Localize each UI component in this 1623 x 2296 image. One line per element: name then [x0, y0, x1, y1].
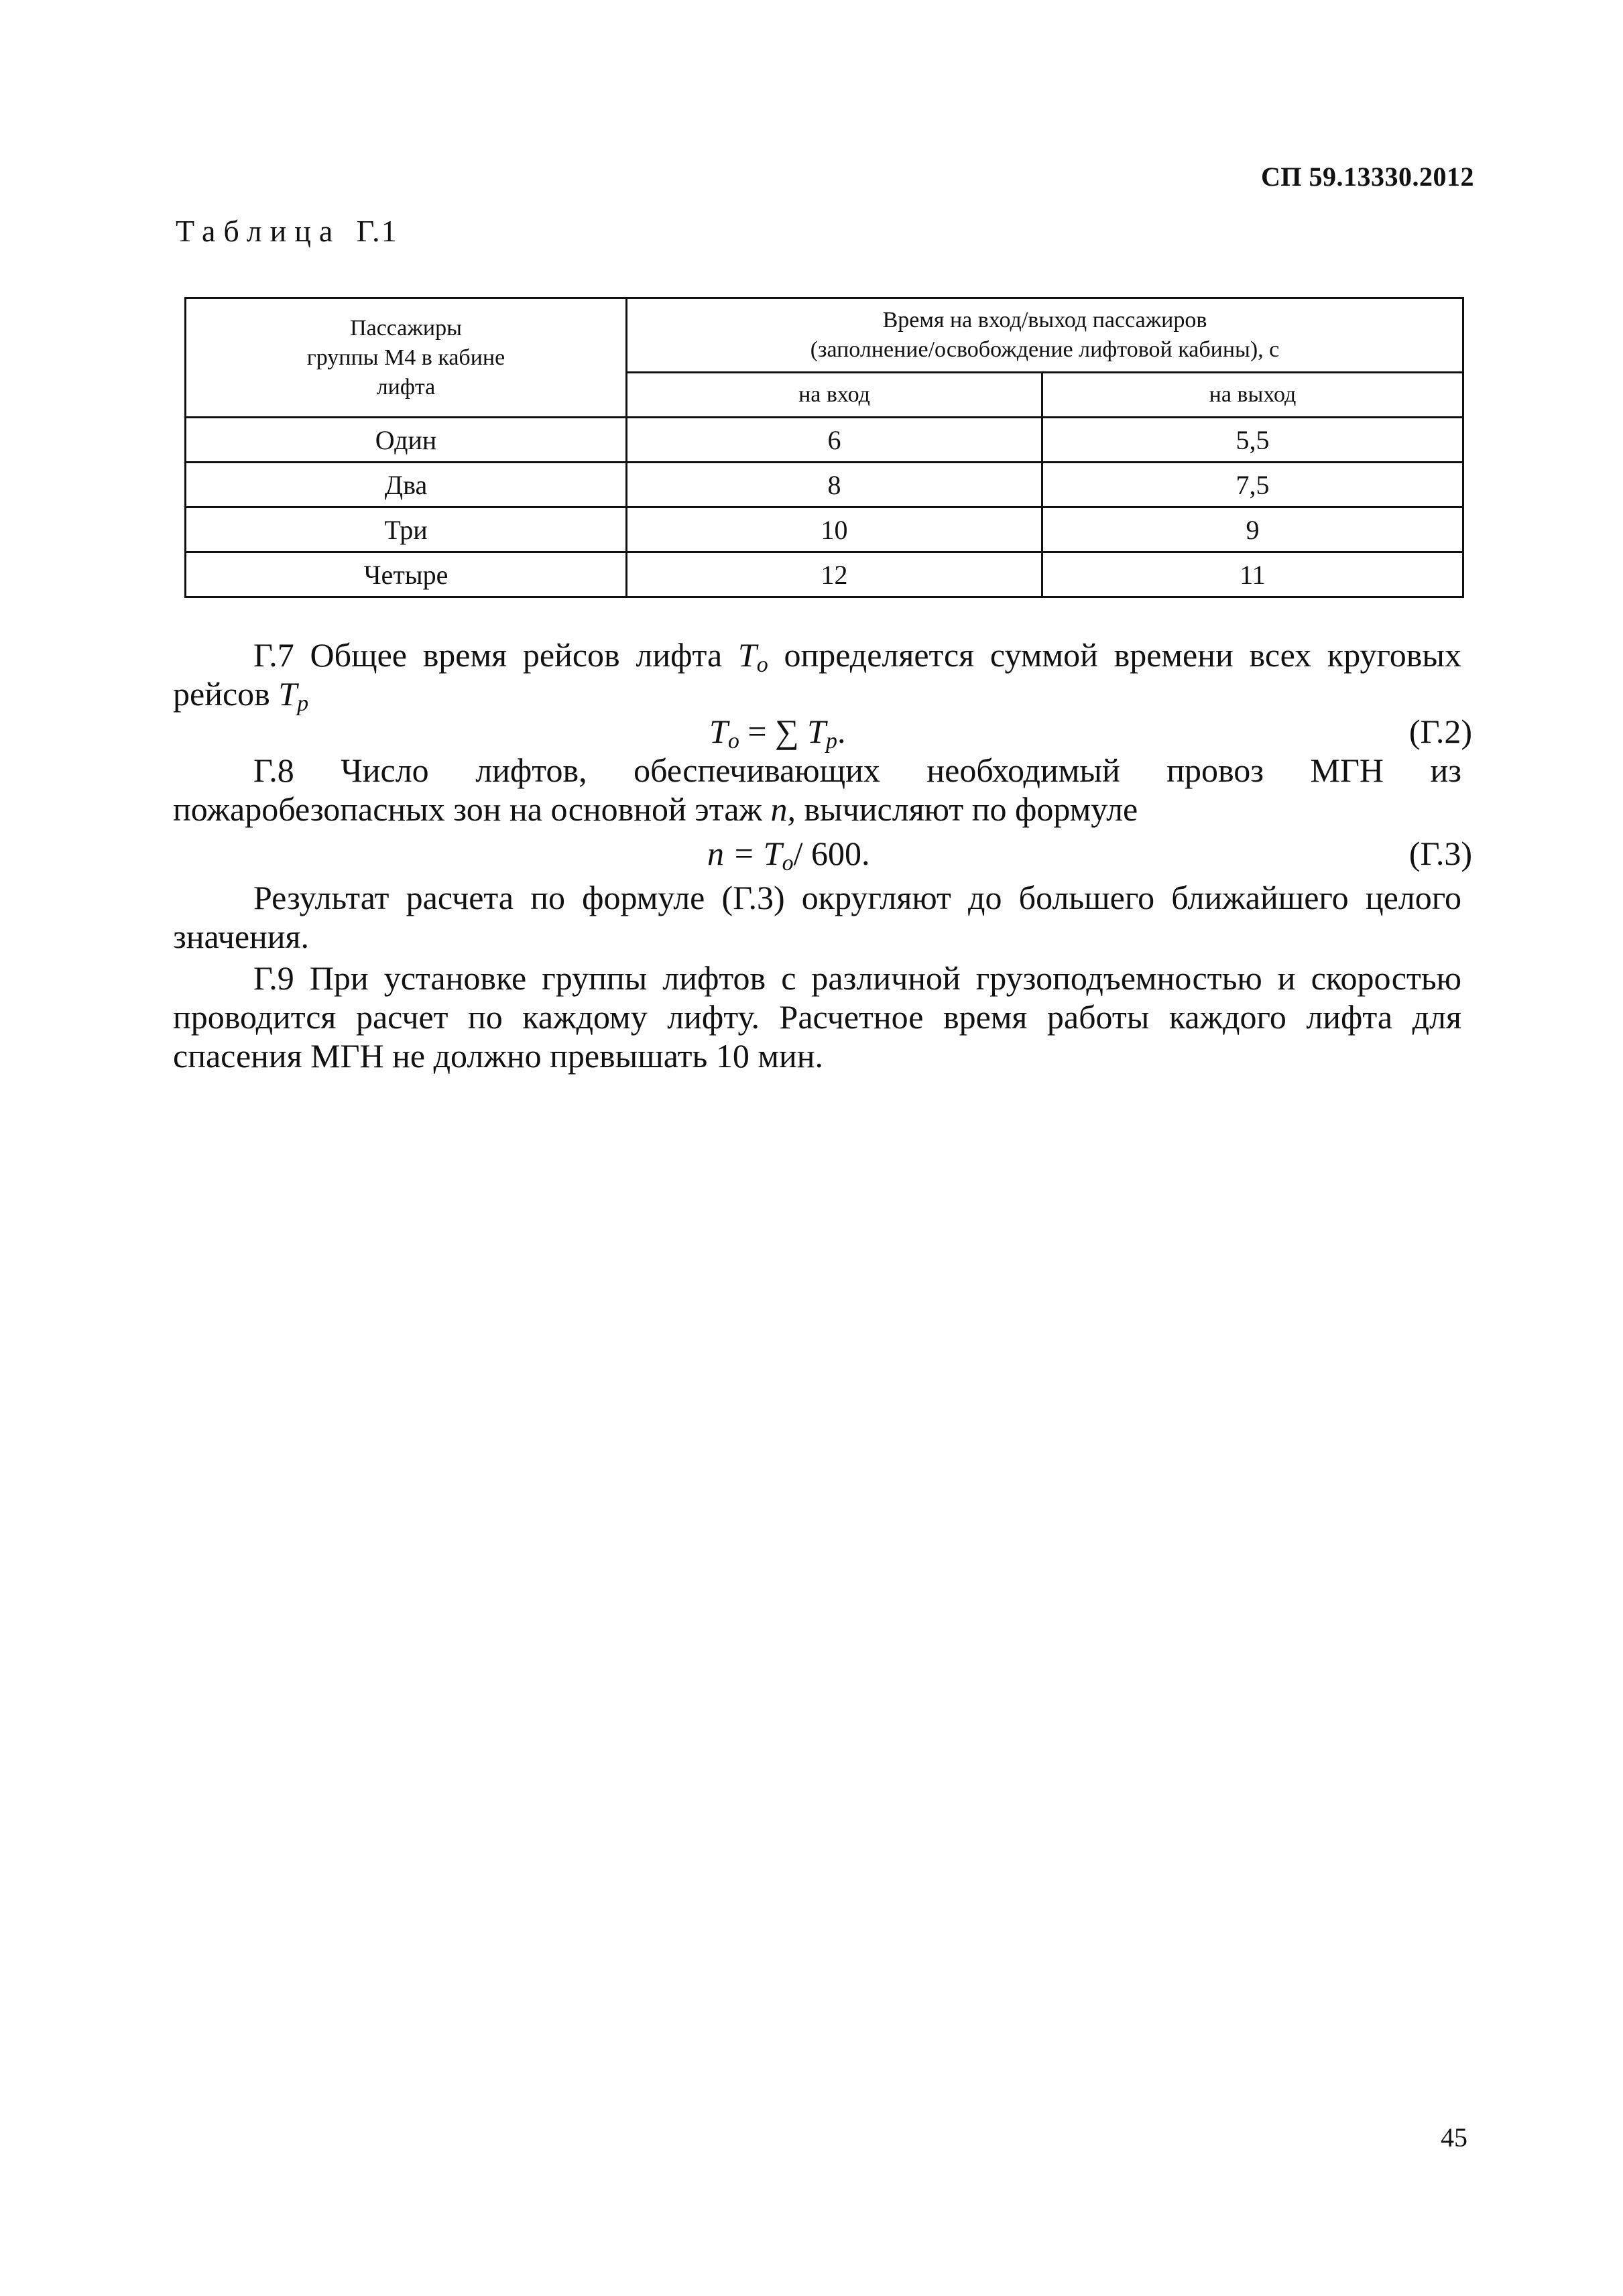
paragraph-result-line1: Результат расчета по формуле (Г.3) округляют до большего ближайшего целого [253, 879, 1461, 916]
text-run: определяется суммой времени всех круговых [784, 636, 1461, 674]
passengers-header-line: Пассажиры [350, 315, 462, 341]
formula-lhs: n = [707, 835, 756, 872]
equals-sign: = [747, 713, 767, 750]
entry-cell: 10 [627, 507, 1042, 552]
paragraph-g9-line2: проводится расчет по каждому лифту. Расчетное время работы каждого лифта для [173, 998, 1461, 1036]
variable: T [807, 713, 826, 750]
exit-cell: 11 [1042, 552, 1463, 597]
subscript: о [782, 851, 794, 875]
passengers-column-header [186, 298, 627, 418]
equation-number-g2: (Г.2) [1408, 713, 1472, 750]
equation-number-g3: (Г.3) [1408, 835, 1472, 872]
time-group-header [627, 298, 1463, 373]
word: Число [341, 751, 429, 789]
passengers-cell: Один [186, 418, 627, 463]
paragraph-g7-line1 [173, 636, 1461, 677]
exit-cell: 9 [1042, 507, 1463, 552]
entry-cell: 6 [627, 418, 1042, 463]
paragraph-g8-line2 [173, 790, 1461, 829]
text-run: рейсов [173, 675, 270, 713]
word: Г.8 [253, 751, 294, 789]
entry-cell: 12 [627, 552, 1042, 597]
formula-g2: $T_о$ = ∑ $T_р$. [709, 713, 846, 753]
passenger-time-table [184, 297, 1464, 598]
entry-cell: 8 [627, 463, 1042, 507]
passengers-cell: Три [186, 507, 627, 552]
entry-column-header: на вход [627, 373, 1042, 418]
word: провоз [1166, 751, 1264, 789]
table-caption-number: Г.1 [356, 214, 398, 248]
word: обеспечивающих [634, 751, 880, 789]
passengers-cell: Два [186, 463, 627, 507]
table-caption [176, 213, 398, 249]
word: МГН [1310, 751, 1384, 789]
text-run: пожаробезопасных зон на основной этаж [173, 790, 762, 828]
sum-symbol: ∑ [775, 713, 799, 750]
subscript: о [727, 729, 739, 753]
subscript: р [297, 691, 309, 716]
table-caption-word: Таблица [176, 214, 341, 248]
variable: T [278, 675, 298, 713]
formula-rhs: / 600. [793, 835, 870, 872]
word: из [1430, 751, 1461, 789]
formula-g3 [707, 834, 869, 873]
time-group-header-line: (заполнение/освобождение лифтовой кабины), с [810, 337, 1280, 362]
exit-column-header: на выход [1042, 373, 1463, 418]
subscript: о [756, 652, 768, 677]
variable: n, [770, 790, 796, 828]
passengers-header-line: группы М4 в кабине [306, 345, 505, 370]
table-row [186, 463, 1463, 507]
variable: T [737, 636, 757, 674]
word: необходимый [926, 751, 1120, 789]
text-run: вычисляют по формуле [804, 790, 1138, 828]
passengers-header-line: лифта [376, 374, 436, 400]
page-number: 45 [1441, 2122, 1467, 2153]
paragraph-g9-line1: Г.9 При установке группы лифтов с различной грузоподъемностью и скоростью [253, 959, 1461, 997]
table-row [186, 552, 1463, 597]
word: лифтов, [475, 751, 587, 789]
text-run: Г.7 Общее время рейсов лифта [253, 636, 723, 674]
time-group-header-line: Время на вход/выход пассажиров [882, 308, 1207, 333]
paragraph-result-line2: значения. [173, 918, 310, 955]
variable: T [763, 835, 782, 872]
exit-cell: 5,5 [1042, 418, 1463, 463]
paragraph-g9-line3: спасения МГН не должно превышать 10 мин. [173, 1037, 823, 1075]
document-code: СП 59.13330.2012 [1261, 162, 1474, 192]
subscript: р [825, 729, 837, 753]
table-row [186, 418, 1463, 463]
variable: T [709, 713, 728, 750]
passengers-cell: Четыре [186, 552, 627, 597]
table-row [186, 507, 1463, 552]
exit-cell: 7,5 [1042, 463, 1463, 507]
paragraph-g8-line1 [173, 751, 1461, 790]
paragraph-g7-line2 [173, 674, 1461, 716]
